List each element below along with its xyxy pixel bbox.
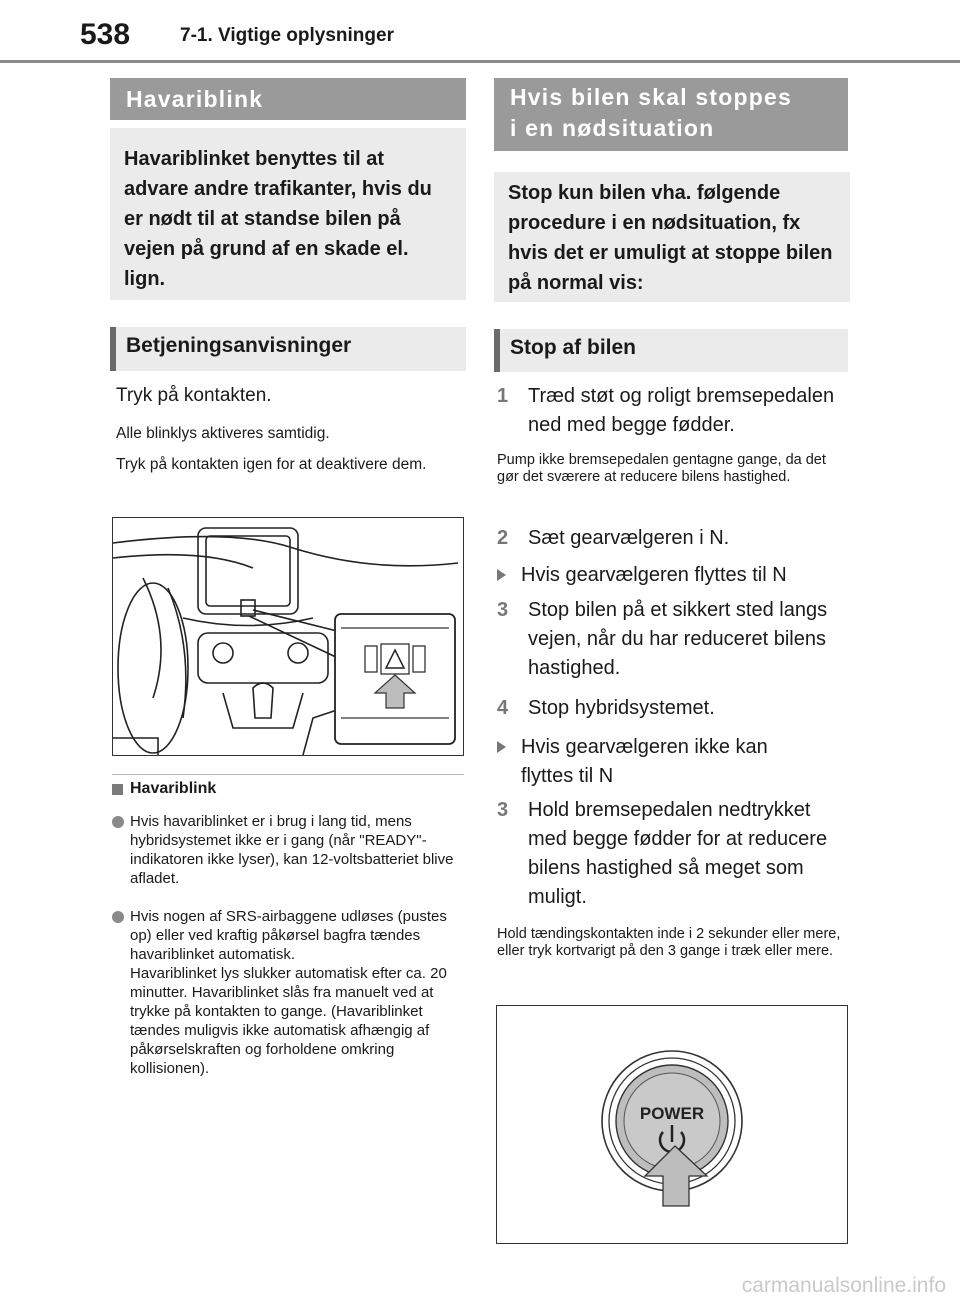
heading-noedsituation: Hvis bilen skal stoppes i en nødsituation	[494, 78, 848, 151]
round-bullet-icon	[112, 911, 124, 923]
subheading-stop: Stop af bilen	[494, 329, 848, 372]
round-bullet-icon	[112, 816, 124, 828]
condition-2: Hvis gearvælgeren ikke kan flyttes til N	[497, 733, 847, 793]
bullet-item-1: Hvis havariblinket er i brug i lang tid, mens hybridsystemet ikke er i gang (når "READY"-indikatoren ikke lyser), kan 12-voltsbatteriet blive afladet.	[112, 812, 464, 888]
notes-divider	[112, 774, 464, 775]
intro-box-left	[110, 128, 466, 300]
page-number: 538	[80, 18, 131, 51]
hazard-switch-illustration	[113, 518, 463, 755]
square-bullet-icon	[112, 784, 123, 795]
note-heading: Havariblink	[112, 780, 464, 802]
step-1-note: Pump ikke bremsepedalen gentagne gange, da det gør det sværere at reducere bilens hastighed.	[497, 452, 826, 485]
power-label: POWER	[639, 1104, 705, 1123]
dashboard-figure	[112, 517, 464, 756]
intro-box-right	[494, 172, 850, 302]
triangle-bullet-icon	[497, 741, 506, 753]
heading-havariblink: Havariblink	[110, 78, 466, 120]
note-line-2: Tryk på kontakten igen for at deaktivere dem.	[116, 456, 427, 473]
watermark: carmanualsonline.info	[741, 1274, 946, 1297]
subheading-betjening: Betjeningsanvisninger	[110, 327, 466, 371]
note-line-1: Alle blinklys aktiveres samtidig.	[116, 425, 330, 442]
section-title: 7-1. Vigtige oplysninger	[180, 25, 394, 46]
header-divider	[0, 60, 960, 63]
step-3-alt: 3 Hold bremsepedalen nedtrykket med begge fødder for at reducere bilens hastighed så meget som muligt.	[497, 799, 828, 908]
power-button-illustration	[497, 1006, 847, 1243]
triangle-bullet-icon	[497, 569, 506, 581]
step-3: 3 Stop bilen på et sikkert sted langs vejen, når du har reduceret bilens hastighed.	[497, 599, 828, 679]
instruction-text: Tryk på kontakten.	[116, 385, 272, 406]
power-button-figure	[496, 1005, 848, 1244]
intro-text-left: Havariblinket benyttes til at advare andre trafikanter, hvis du er nødt til at standse bilen på vejen på grund af en skade el. lign.	[124, 148, 432, 290]
step-1: 1 Træd støt og roligt bremsepedalen ned med begge fødder.	[497, 385, 835, 436]
step-3-alt-note: Hold tændingskontakten inde i 2 sekunder eller mere, eller tryk kortvarigt på den 3 gange i træk eller mere.	[497, 926, 841, 959]
intro-text-right: Stop kun bilen vha. følgende procedure i en nødsituation, fx hvis det er umuligt at stoppe bilen på normal vis:	[508, 182, 833, 294]
condition-1: Hvis gearvælgeren flyttes til N	[497, 561, 847, 591]
bullet-item-2: Hvis nogen af SRS-airbaggene udløses (pustes op) eller ved kraftig påkørsel bagfra tændes havariblinket automatisk. Havariblinket lys slukker automatisk efter ca. 20 minutter. Havariblinket slås fra manuelt ved at trykke på kontakten to gange. (Havariblinket tændes muligvis ikke automatisk afhængig af påkørselskraften og forholdene omkring kollisionen).	[112, 907, 464, 1078]
